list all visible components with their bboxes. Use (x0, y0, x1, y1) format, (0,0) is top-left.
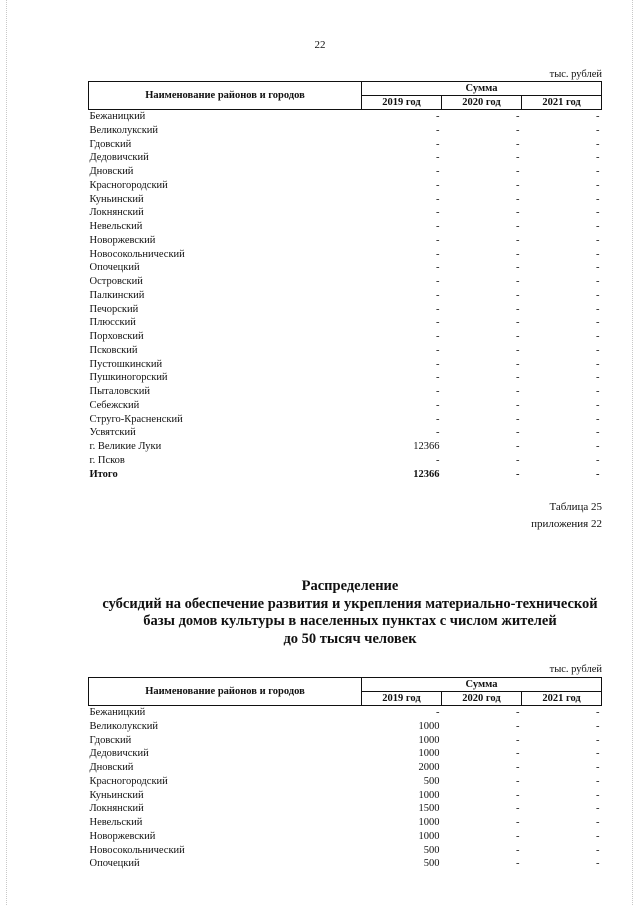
amount-cell-2020: - (516, 234, 520, 246)
column-header-sum: Сумма (362, 678, 602, 692)
district-name-cell: Опочецкий (89, 262, 140, 274)
amount-cell-2021: - (596, 844, 600, 856)
table-row (89, 151, 602, 165)
page-number: 22 (314, 39, 326, 51)
amount-cell-2019: 1000 (418, 817, 440, 828)
district-name-cell: Гдовский (89, 734, 132, 746)
amount-cell-2019: 12366 (413, 441, 440, 452)
amount-cell-2019: 500 (423, 858, 440, 870)
table-row (89, 110, 602, 124)
amount-cell-2021: - (596, 386, 600, 397)
amount-cell-2020: - (516, 358, 520, 370)
table-row (89, 220, 602, 234)
table-row (89, 816, 602, 830)
appendix-number: приложения 22 (531, 518, 602, 530)
amount-cell-2021: - (596, 193, 600, 205)
amount-cell-2021: - (596, 289, 600, 301)
amount-cell-2021: - (596, 331, 600, 342)
table-row (89, 316, 602, 330)
table-row (89, 371, 602, 385)
district-name-cell: Куньинский (89, 789, 144, 801)
district-name-cell: Пушкиногорский (89, 372, 168, 384)
column-header-name: Наименование районов и городов (89, 82, 362, 110)
amount-cell-2019: - (436, 399, 440, 411)
amount-cell-2019: - (436, 262, 440, 274)
amount-cell-2020: - (516, 707, 520, 718)
amount-cell-2021: - (596, 441, 600, 452)
amount-cell-2021: - (596, 748, 600, 760)
column-header-name: Наименование районов и городов (89, 678, 362, 706)
district-name-cell: Великолукский (89, 124, 159, 136)
table-row (89, 413, 602, 427)
district-name-cell: г. Псков (89, 454, 125, 466)
table-body (89, 706, 602, 872)
amount-cell-2019: 1000 (418, 830, 440, 842)
amount-cell-2021: - (596, 124, 600, 136)
amount-cell-2019: - (436, 454, 440, 466)
amount-cell-2020: - (516, 468, 520, 480)
amount-cell-2021: - (596, 468, 600, 480)
amount-cell-2021: - (596, 427, 600, 439)
amount-cell-2019: - (436, 289, 440, 301)
district-name-cell: Новоржевский (89, 234, 156, 246)
amount-cell-2021: - (596, 262, 600, 274)
column-header-sum: Сумма (362, 82, 602, 96)
heading-line: субсидий на обеспечение развития и укрепления материально-технической (102, 595, 598, 612)
table-row (89, 454, 602, 468)
table-row (89, 399, 602, 413)
amount-cell-2019: - (436, 372, 440, 384)
amount-cell-2021: - (596, 399, 600, 411)
amount-cell-2019: - (436, 303, 440, 315)
amount-cell-2020: - (516, 858, 520, 870)
district-name-cell: Новосокольнический (89, 844, 185, 856)
amount-cell-2019: - (436, 276, 440, 287)
amount-cell-2019: - (436, 707, 440, 718)
amount-cell-2019: - (436, 358, 440, 370)
district-name-cell: Пустошкинский (89, 358, 163, 370)
amount-cell-2021: - (596, 762, 600, 773)
amount-cell-2019: - (436, 152, 440, 164)
amount-cell-2021: - (596, 734, 600, 746)
amount-cell-2019: - (436, 124, 440, 136)
table-row (89, 706, 602, 720)
amount-cell-2020: - (516, 844, 520, 856)
column-header-2021: 2021 год (522, 692, 602, 706)
amount-cell-2021: - (596, 789, 600, 801)
column-header-2021: 2021 год (522, 96, 602, 110)
district-name-cell: Дедовичский (89, 152, 149, 164)
district-name-cell: Пыталовский (89, 386, 150, 397)
amount-cell-2020: - (516, 317, 520, 329)
table-row (89, 303, 602, 317)
amount-cell-2019: 1500 (418, 803, 440, 815)
district-name-cell: Невельский (89, 817, 143, 828)
district-name-cell: Гдовский (89, 138, 132, 150)
table-row (89, 385, 602, 399)
district-name-cell: Псковский (89, 344, 138, 356)
amount-cell-2020: - (516, 331, 520, 342)
amount-cell-2021: - (596, 303, 600, 315)
district-name-cell: Новосокольнический (89, 248, 185, 260)
amount-cell-2020: - (516, 386, 520, 397)
amount-cell-2021: - (596, 221, 600, 232)
amount-cell-2021: - (596, 707, 600, 718)
district-name-cell: Струго-Красненский (89, 413, 183, 425)
district-name-cell: Палкинский (89, 289, 145, 301)
amount-cell-2021: - (596, 830, 600, 842)
amount-cell-2020: - (516, 413, 520, 425)
amount-cell-2019: - (436, 221, 440, 232)
amount-cell-2020: - (516, 372, 520, 384)
heading-line: базы домов культуры в населенных пунктах с числом жителей (143, 613, 557, 629)
amount-cell-2020: - (516, 344, 520, 356)
amount-cell-2019: - (436, 111, 440, 122)
amount-cell-2021: - (596, 344, 600, 356)
scan-margin-line (632, 0, 633, 905)
amount-cell-2019: 2000 (418, 762, 440, 773)
amount-cell-2020: - (516, 803, 520, 815)
amount-cell-2019: - (436, 413, 440, 425)
amount-cell-2021: - (596, 152, 600, 164)
amount-cell-2021: - (596, 111, 600, 122)
amount-cell-2021: - (596, 248, 600, 260)
table-row (89, 857, 602, 871)
table-row (89, 789, 602, 803)
amount-cell-2019: - (436, 317, 440, 329)
amount-cell-2020: - (516, 289, 520, 301)
amount-cell-2019: 1000 (418, 734, 440, 746)
amount-cell-2020: - (516, 179, 520, 191)
amount-cell-2020: - (516, 303, 520, 315)
amount-cell-2019: - (436, 331, 440, 342)
amount-cell-2020: - (516, 262, 520, 274)
table-row (89, 289, 602, 303)
district-name-cell: Локнянский (89, 803, 144, 815)
table-body (89, 110, 602, 482)
table-row (89, 844, 602, 858)
amount-cell-2020: - (516, 152, 520, 164)
column-header-2019: 2019 год (362, 692, 442, 706)
district-name-cell: Итого (89, 468, 118, 480)
district-name-cell: Красногородский (89, 775, 168, 787)
amount-cell-2019: 1000 (418, 720, 440, 732)
table-reference (531, 499, 602, 533)
amount-cell-2020: - (516, 193, 520, 205)
amount-cell-2021: - (596, 358, 600, 370)
district-name-cell: Новоржевский (89, 830, 156, 842)
district-name-cell: Великолукский (89, 720, 159, 732)
amount-cell-2019: - (436, 193, 440, 205)
heading-line: Распределение (301, 578, 399, 594)
table-row (89, 761, 602, 775)
amount-cell-2021: - (596, 454, 600, 466)
amount-cell-2020: - (516, 399, 520, 411)
amount-cell-2019: - (436, 248, 440, 260)
table-row (89, 426, 602, 440)
table-row (89, 830, 602, 844)
amount-cell-2021: - (596, 413, 600, 425)
amount-cell-2021: - (596, 803, 600, 815)
amount-cell-2021: - (596, 276, 600, 287)
amount-cell-2020: - (516, 138, 520, 150)
table-number: Таблица 25 (549, 501, 602, 513)
amount-cell-2019: - (436, 207, 440, 219)
column-header-2020: 2020 год (442, 96, 522, 110)
amount-cell-2020: - (516, 762, 520, 773)
district-name-cell: Опочецкий (89, 858, 140, 870)
table-row (89, 138, 602, 152)
amount-cell-2020: - (516, 830, 520, 842)
table-row (89, 165, 602, 179)
amount-cell-2020: - (516, 817, 520, 828)
total-row (89, 468, 602, 482)
amount-cell-2021: - (596, 775, 600, 787)
district-name-cell: Красногородский (89, 179, 168, 191)
table-row (89, 261, 602, 275)
amount-cell-2021: - (596, 317, 600, 329)
amount-cell-2021: - (596, 138, 600, 150)
heading-line: до 50 тысяч человек (283, 630, 417, 647)
table-row (89, 440, 602, 454)
table-row (89, 234, 602, 248)
table-row (89, 720, 602, 734)
district-name-cell: Дедовичский (89, 748, 149, 760)
amount-cell-2020: - (516, 789, 520, 801)
amount-cell-2020: - (516, 276, 520, 287)
district-name-cell: Порховский (89, 331, 144, 342)
amount-cell-2019: 500 (423, 844, 440, 856)
amount-cell-2020: - (516, 111, 520, 122)
table-row (89, 802, 602, 816)
table-row (89, 124, 602, 138)
table-row (89, 747, 602, 761)
district-name-cell: Себежский (89, 399, 140, 411)
amount-cell-2020: - (516, 441, 520, 452)
column-header-2019: 2019 год (362, 96, 442, 110)
amount-cell-2020: - (516, 221, 520, 232)
amount-cell-2021: - (596, 207, 600, 219)
amount-cell-2021: - (596, 234, 600, 246)
units-label: тыс. рублей (549, 664, 602, 675)
district-name-cell: Дновский (89, 166, 134, 177)
amount-cell-2020: - (516, 734, 520, 746)
district-name-cell: Локнянский (89, 207, 144, 219)
district-name-cell: Бежаницкий (89, 111, 146, 122)
district-name-cell: Островский (89, 276, 143, 287)
amount-cell-2019: - (436, 138, 440, 150)
amount-cell-2021: - (596, 858, 600, 870)
table-row (89, 275, 602, 289)
amount-cell-2021: - (596, 166, 600, 177)
amount-cell-2020: - (516, 720, 520, 732)
amount-cell-2019: 12366 (413, 468, 440, 480)
amount-cell-2019: - (436, 427, 440, 439)
amount-cell-2021: - (596, 720, 600, 732)
amount-cell-2019: - (436, 179, 440, 191)
amount-cell-2019: 500 (423, 775, 440, 787)
units-label: тыс. рублей (549, 69, 602, 80)
amount-cell-2019: - (436, 386, 440, 397)
table-row (89, 206, 602, 220)
amount-cell-2020: - (516, 124, 520, 136)
amount-cell-2020: - (516, 748, 520, 760)
budget-table-1 (88, 81, 602, 481)
scan-margin-line (6, 0, 7, 905)
amount-cell-2020: - (516, 207, 520, 219)
table-row (89, 734, 602, 748)
amount-cell-2019: - (436, 234, 440, 246)
column-header-2020: 2020 год (442, 692, 522, 706)
table-row (89, 330, 602, 344)
table-row (89, 775, 602, 789)
amount-cell-2020: - (516, 454, 520, 466)
district-name-cell: Печорский (89, 303, 139, 315)
amount-cell-2021: - (596, 372, 600, 384)
district-name-cell: г. Великие Луки (89, 441, 162, 452)
section-heading (70, 578, 630, 648)
amount-cell-2019: - (436, 344, 440, 356)
table-row (89, 358, 602, 372)
district-name-cell: Усвятский (89, 427, 136, 439)
amount-cell-2019: 1000 (418, 789, 440, 801)
district-name-cell: Дновский (89, 762, 134, 773)
amount-cell-2020: - (516, 775, 520, 787)
amount-cell-2020: - (516, 427, 520, 439)
amount-cell-2019: 1000 (418, 748, 440, 760)
budget-table-2 (88, 677, 602, 871)
table-row (89, 248, 602, 262)
table-row (89, 179, 602, 193)
table-row (89, 344, 602, 358)
amount-cell-2021: - (596, 179, 600, 191)
amount-cell-2020: - (516, 166, 520, 177)
district-name-cell: Бежаницкий (89, 707, 146, 718)
amount-cell-2020: - (516, 248, 520, 260)
table-row (89, 193, 602, 207)
district-name-cell: Плюсский (89, 317, 136, 329)
amount-cell-2019: - (436, 166, 440, 177)
amount-cell-2021: - (596, 817, 600, 828)
district-name-cell: Куньинский (89, 193, 144, 205)
district-name-cell: Невельский (89, 221, 143, 232)
